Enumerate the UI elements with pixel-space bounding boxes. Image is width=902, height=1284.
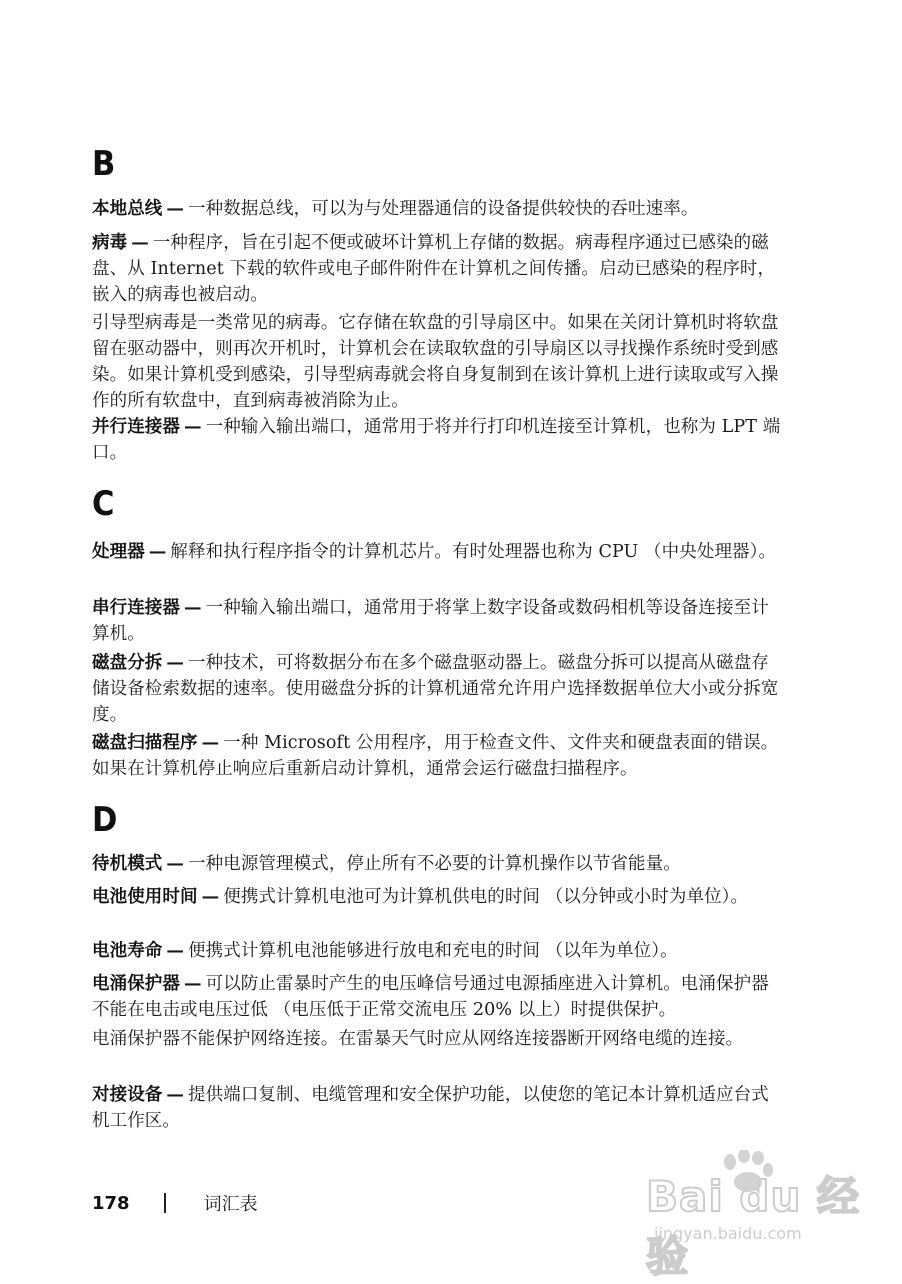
glossary-paragraph-boot-virus (92, 310, 782, 414)
entry-definition: 一种数据总线，可以为与处理器通信的设备提供较快的吞吐速率。 (188, 199, 699, 219)
entry-term: 病毒 (92, 233, 128, 253)
entry-dash: — (166, 199, 185, 219)
glossary-entry-battery-operating-time (92, 884, 782, 910)
entry-definition: 一种 Microsoft 公用程序，用于检查文件、文件夹和硬盘表面的错误。如果在计算机停止响应后重新启动计算机，通常会运行磁盘扫描程序。 (92, 733, 779, 779)
entry-term: 磁盘分拆 (92, 653, 163, 673)
entry-dash: — (184, 598, 202, 618)
entry-definition: 一种输入输出端口，通常用于将并行打印机连接至计算机，也称为 LPT 端口。 (92, 417, 781, 463)
glossary-entry-parallel-connector (92, 414, 782, 466)
glossary-entry-scandisk (92, 730, 782, 782)
entry-definition: 一种程序，旨在引起不便或破坏计算机上存储的数据。病毒程序通过已感染的磁盘、从 Internet 下载的软件或电子邮件附件在计算机之间传播。启动已感染的程序时，嵌入的病毒也被启动。 (92, 233, 776, 305)
glossary-entry-processor (92, 539, 782, 565)
entry-definition: 引导型病毒是一类常见的病毒。它存储在软盘的引导扇区中。如果在关闭计算机时将软盘留在驱动器中，则再次开机时，计算机会在读取软盘的引导扇区以寻找操作系统时受到感染。如果计算机受到感染，引导型病毒就会将自身复制到在该计算机上进行读取或写入操作的所有软盘中，直到病毒被消除为止。 (92, 313, 779, 411)
entry-definition: 一种输入输出端口，通常用于将掌上数字设备或数码相机等设备连接至计算机。 (92, 598, 769, 644)
entry-term: 对接设备 (92, 1085, 163, 1105)
glossary-entry-docking-device (92, 1082, 782, 1134)
entry-dash: — (131, 233, 149, 253)
entry-definition: 便携式计算机电池可为计算机供电的时间 （以分钟或小时为单位）。 (223, 887, 749, 907)
page-number: 178 (92, 1192, 130, 1214)
baidu-jingyan-watermark (640, 1150, 870, 1281)
entry-dash: — (166, 854, 185, 874)
entry-definition: 解释和执行程序指令的计算机芯片。有时处理器也称为 CPU （中央处理器）。 (170, 542, 777, 562)
glossary-paragraph-surge-network (92, 1026, 782, 1052)
watermark-brand: Bai du 经验 (646, 1172, 860, 1281)
entry-term: 电涌保护器 (92, 974, 180, 994)
glossary-entry-disk-striping (92, 650, 782, 728)
glossary-entry-surge-protector (92, 971, 782, 1023)
watermark-url: jingyan.baidu.com (654, 1224, 802, 1243)
section-heading-d: D (92, 800, 118, 840)
entry-definition: 便携式计算机电池能够进行放电和充电的时间 （以年为单位）。 (188, 941, 678, 961)
glossary-entry-standby-mode (92, 851, 782, 877)
section-heading-b: B (92, 144, 116, 184)
entry-dash: — (201, 887, 220, 907)
entry-definition: 可以防止雷暴时产生的电压峰信号通过电源插座进入计算机。电涌保护器不能在电击或电压过低 （电压低于正常交流电压 20% 以上）时提供保护。 (92, 974, 769, 1020)
entry-term: 电池使用时间 (92, 887, 198, 907)
section-heading-c: C (92, 484, 115, 524)
entry-dash: — (184, 974, 202, 994)
glossary-entry-serial-connector (92, 595, 782, 647)
footer-divider (164, 1193, 166, 1213)
entry-dash: — (166, 653, 185, 673)
entry-term: 串行连接器 (92, 598, 180, 618)
entry-dash: — (166, 1085, 185, 1105)
entry-dash: — (148, 542, 167, 562)
entry-term: 待机模式 (92, 854, 163, 874)
entry-term: 本地总线 (92, 199, 163, 219)
entry-dash: — (201, 733, 220, 753)
glossary-entry-local-bus (92, 196, 782, 222)
entry-definition: 一种电源管理模式，停止所有不必要的计算机操作以节省能量。 (188, 854, 681, 874)
entry-term: 并行连接器 (92, 417, 180, 437)
entry-definition: 提供端口复制、电缆管理和安全保护功能，以使您的笔记本计算机适应台式机工作区。 (92, 1085, 769, 1131)
entry-definition: 电涌保护器不能保护网络连接。在雷暴天气时应从网络连接器断开网络电缆的连接。 (92, 1029, 744, 1049)
entry-dash: — (166, 941, 185, 961)
page-footer (92, 1188, 258, 1218)
entry-term: 磁盘扫描程序 (92, 733, 198, 753)
entry-term: 处理器 (92, 542, 145, 562)
entry-definition: 一种技术，可将数据分布在多个磁盘驱动器上。磁盘分拆可以提高从磁盘存储设备检索数据的速率。使用磁盘分拆的计算机通常允许用户选择数据单位大小或分拆宽度。 (92, 653, 779, 725)
entry-term: 电池寿命 (92, 941, 163, 961)
glossary-entry-battery-life-span (92, 938, 782, 964)
glossary-entry-virus (92, 230, 782, 308)
entry-dash: — (184, 417, 202, 437)
footer-title: 词汇表 (203, 1194, 258, 1215)
